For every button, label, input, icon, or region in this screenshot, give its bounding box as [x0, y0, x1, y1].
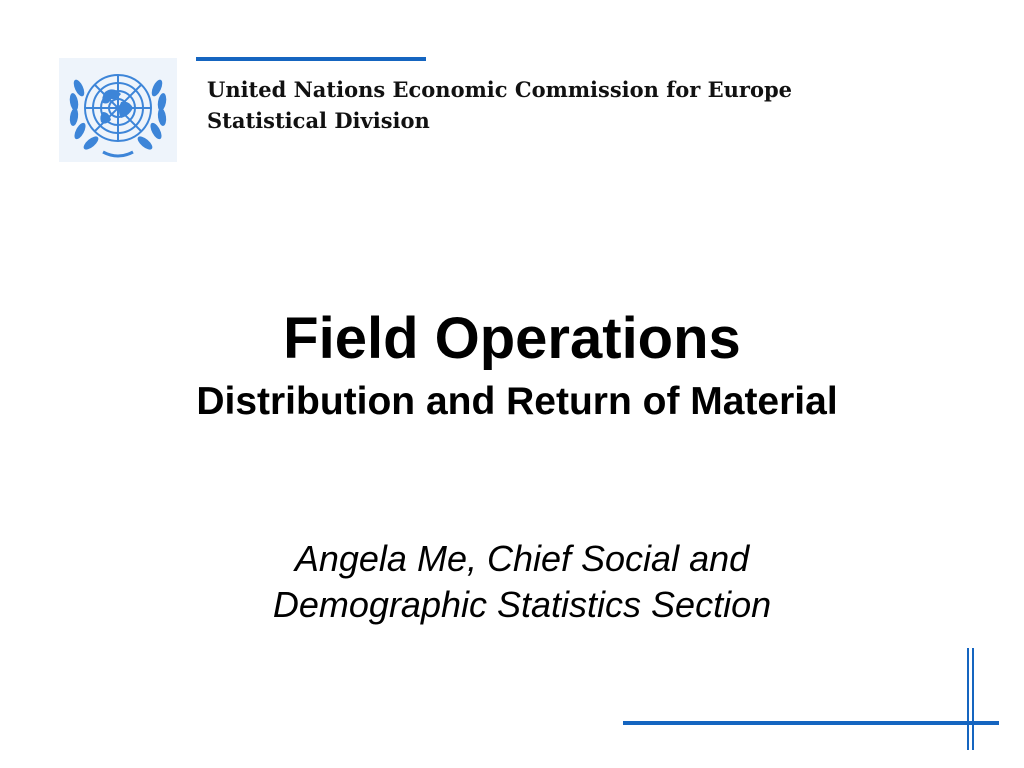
corner-vertical-rule-1: [967, 648, 969, 750]
author-line-1: Angela Me, Chief Social and: [294, 538, 750, 579]
slide-title: Field Operations: [283, 306, 741, 371]
corner-horizontal-rule: [623, 721, 999, 725]
organization-line-2: Statistical Division: [207, 108, 430, 133]
organization-name: [207, 74, 792, 136]
corner-vertical-rule-2: [972, 648, 974, 750]
slide-subtitle: Distribution and Return of Material: [196, 380, 838, 423]
organization-line-1: United Nations Economic Commission for Europe: [207, 77, 793, 102]
author-line-2: Demographic Statistics Section: [272, 584, 772, 625]
top-accent-rule: [196, 57, 426, 61]
un-emblem-icon: [59, 58, 177, 162]
author-credit: [0, 536, 1024, 628]
